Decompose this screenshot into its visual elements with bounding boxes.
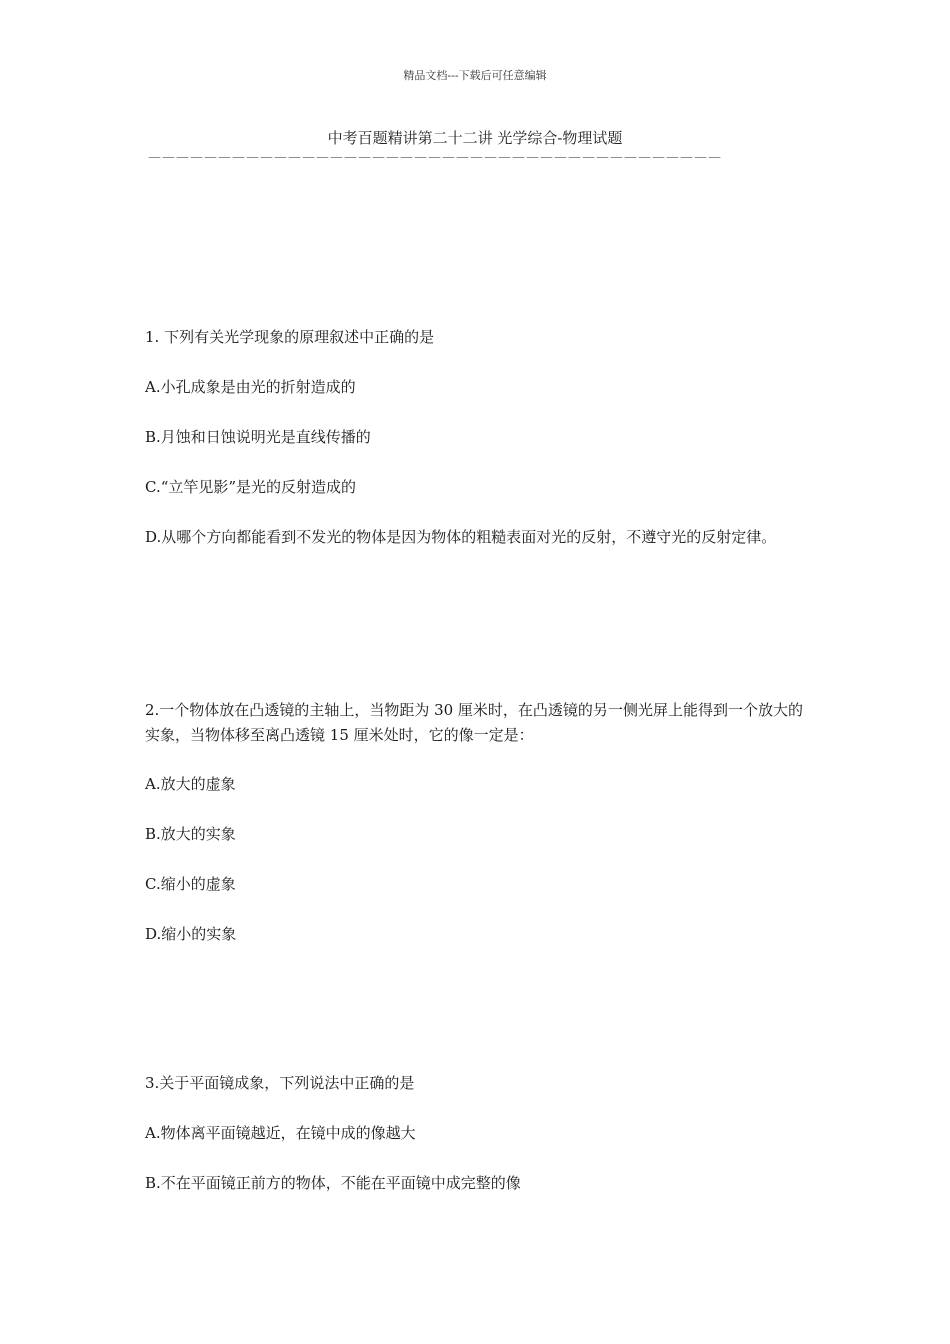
question-2-option-b: B.放大的实象 <box>145 825 236 843</box>
question-1-option-b: B.月蚀和日蚀说明光是直线传播的 <box>145 428 371 446</box>
question-1-stem: 1. 下列有关光学现象的原理叙述中正确的是 <box>145 328 435 346</box>
question-2-option-d: D.缩小的实象 <box>145 925 237 943</box>
header-note: 精品文档---下载后可任意编辑 <box>403 69 547 82</box>
title-separator: ————————————————————————————————————————— <box>148 150 722 165</box>
question-2-stem: 2.一个物体放在凸透镜的主轴上，当物距为 30 厘米时，在凸透镜的另一侧光屏上能得到一个放大的实象，当物体移至离凸透镜 15 厘米处时，它的像一定是： <box>145 701 803 744</box>
question-3-option-a: A.物体离平面镜越近，在镜中成的像越大 <box>145 1124 416 1142</box>
question-2-option-c: C.缩小的虚象 <box>145 875 236 893</box>
question-1-option-c: C.“立竿见影”是光的反射造成的 <box>145 478 357 496</box>
question-1-option-a: A.小孔成象是由光的折射造成的 <box>145 378 356 396</box>
question-1-option-d: D.从哪个方向都能看到不发光的物体是因为物体的粗糙表面对光的反射，不遵守光的反射定律。 <box>145 528 777 546</box>
document-title: 中考百题精讲第二十二讲 光学综合-物理试题 <box>327 129 623 147</box>
question-3-stem: 3.关于平面镜成象，下列说法中正确的是 <box>145 1074 415 1092</box>
question-3-option-b: B.不在平面镜正前方的物体，不能在平面镜中成完整的像 <box>145 1174 521 1192</box>
question-2-option-a: A.放大的虚象 <box>145 775 236 793</box>
